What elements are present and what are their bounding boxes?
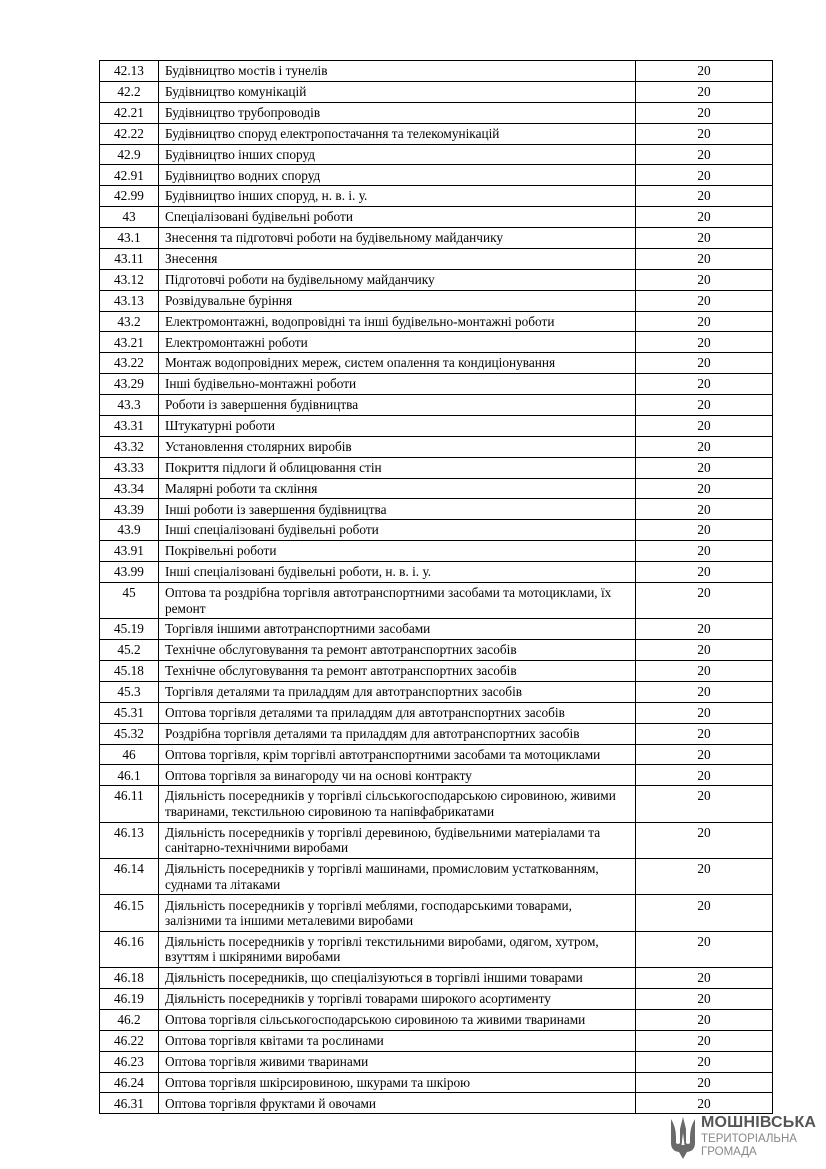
table-row <box>100 332 773 353</box>
activity-code: 46.2 <box>100 1009 159 1030</box>
activity-rate: 20 <box>636 931 773 967</box>
activity-code: 46.23 <box>100 1051 159 1072</box>
table-row <box>100 311 773 332</box>
table-row <box>100 269 773 290</box>
logo-line-1: МОШНІВСЬКА <box>701 1114 817 1131</box>
table-row <box>100 562 773 583</box>
activity-rate: 20 <box>636 165 773 186</box>
activity-name: Роздрібна торгівля деталями та приладдям для автотранспортних засобів <box>159 723 636 744</box>
activity-name: Оптова торгівля деталями та приладдям для автотранспортних засобів <box>159 702 636 723</box>
activity-rate: 20 <box>636 541 773 562</box>
table-row <box>100 1072 773 1093</box>
activity-code: 46.11 <box>100 786 159 822</box>
activity-rate: 20 <box>636 765 773 786</box>
activity-rate: 20 <box>636 822 773 858</box>
activity-code: 42.9 <box>100 144 159 165</box>
activity-name: Електромонтажні, водопровідні та інші будівельно-монтажні роботи <box>159 311 636 332</box>
activity-rate: 20 <box>636 81 773 102</box>
activity-code: 43.2 <box>100 311 159 332</box>
activity-rate: 20 <box>636 723 773 744</box>
table-row <box>100 353 773 374</box>
table-row <box>100 1009 773 1030</box>
activity-rate: 20 <box>636 436 773 457</box>
activity-name: Діяльність посередників, що спеціалізуються в торгівлі іншими товарами <box>159 968 636 989</box>
activity-name: Інші спеціалізовані будівельні роботи <box>159 520 636 541</box>
activity-rate: 20 <box>636 1009 773 1030</box>
table-row <box>100 859 773 895</box>
activity-rate: 20 <box>636 395 773 416</box>
logo-line-3: ГРОМАДА <box>701 1146 757 1158</box>
table-row <box>100 968 773 989</box>
table-row <box>100 1030 773 1051</box>
activity-rate: 20 <box>636 311 773 332</box>
activity-name: Інші будівельно-монтажні роботи <box>159 374 636 395</box>
table-row <box>100 165 773 186</box>
activity-code: 43.99 <box>100 562 159 583</box>
activity-name: Оптова торгівля квітами та рослинами <box>159 1030 636 1051</box>
activity-rate: 20 <box>636 619 773 640</box>
activity-name: Будівництво мостів і тунелів <box>159 61 636 82</box>
activity-code: 45 <box>100 582 159 618</box>
activity-rate: 20 <box>636 895 773 931</box>
table-row <box>100 415 773 436</box>
activity-name: Будівництво водних споруд <box>159 165 636 186</box>
activity-code: 42.99 <box>100 186 159 207</box>
activity-rate: 20 <box>636 207 773 228</box>
table-row <box>100 541 773 562</box>
table-row <box>100 290 773 311</box>
activity-name: Будівництво інших споруд, н. в. і. у. <box>159 186 636 207</box>
table-row <box>100 436 773 457</box>
activity-rate: 20 <box>636 520 773 541</box>
activity-name: Спеціалізовані будівельні роботи <box>159 207 636 228</box>
activity-rate: 20 <box>636 269 773 290</box>
table-row <box>100 765 773 786</box>
activity-name: Торгівля іншими автотранспортними засобами <box>159 619 636 640</box>
table-row <box>100 895 773 931</box>
activity-code: 43.39 <box>100 499 159 520</box>
activity-code: 46.18 <box>100 968 159 989</box>
activity-name: Технічне обслуговування та ремонт автотранспортних засобів <box>159 640 636 661</box>
activity-code: 43 <box>100 207 159 228</box>
activity-rate: 20 <box>636 661 773 682</box>
activity-rate: 20 <box>636 1051 773 1072</box>
activity-code: 43.31 <box>100 415 159 436</box>
table-row <box>100 744 773 765</box>
table-row <box>100 786 773 822</box>
activity-name: Монтаж водопровідних мереж, систем опалення та кондиціонування <box>159 353 636 374</box>
activity-name: Оптова торгівля живими тваринами <box>159 1051 636 1072</box>
activity-code: 42.91 <box>100 165 159 186</box>
activity-code: 46.19 <box>100 989 159 1010</box>
activity-rate: 20 <box>636 562 773 583</box>
table-row <box>100 81 773 102</box>
activity-rate: 20 <box>636 61 773 82</box>
activity-rate: 20 <box>636 144 773 165</box>
logo-line-2: ТЕРИТОРІАЛЬНА <box>701 1133 797 1145</box>
table-row <box>100 102 773 123</box>
activity-code: 43.11 <box>100 248 159 269</box>
activity-rate: 20 <box>636 744 773 765</box>
activity-name: Установлення столярних виробів <box>159 436 636 457</box>
activity-name: Діяльність посередників у торгівлі деревиною, будівельними матеріалами та санітарно-технічними виробами <box>159 822 636 858</box>
activity-rate: 20 <box>636 968 773 989</box>
activity-code: 43.91 <box>100 541 159 562</box>
activity-name: Діяльність посередників у торгівлі меблями, господарськими товарами, залізними та іншими металевими виробами <box>159 895 636 931</box>
activity-code: 45.18 <box>100 661 159 682</box>
activity-name: Будівництво комунікацій <box>159 81 636 102</box>
activity-code: 43.9 <box>100 520 159 541</box>
activity-code: 43.13 <box>100 290 159 311</box>
table-row <box>100 989 773 1010</box>
activity-rate: 20 <box>636 1072 773 1093</box>
activity-code: 45.3 <box>100 681 159 702</box>
activity-name: Штукатурні роботи <box>159 415 636 436</box>
table-row <box>100 1093 773 1114</box>
activity-code: 46.16 <box>100 931 159 967</box>
trident-icon <box>668 1115 698 1161</box>
activity-rate: 20 <box>636 186 773 207</box>
activity-code: 46.22 <box>100 1030 159 1051</box>
activity-rate: 20 <box>636 228 773 249</box>
activity-name: Будівництво трубопроводів <box>159 102 636 123</box>
table-row <box>100 499 773 520</box>
activity-code: 43.21 <box>100 332 159 353</box>
table-row <box>100 457 773 478</box>
activity-code: 45.19 <box>100 619 159 640</box>
activity-code: 43.32 <box>100 436 159 457</box>
activity-code: 42.13 <box>100 61 159 82</box>
table-row <box>100 640 773 661</box>
table-row <box>100 661 773 682</box>
activity-name: Електромонтажні роботи <box>159 332 636 353</box>
activity-code: 46.15 <box>100 895 159 931</box>
activity-name: Торгівля деталями та приладдям для автотранспортних засобів <box>159 681 636 702</box>
activity-name: Оптова торгівля шкірсировиною, шкурами та шкірою <box>159 1072 636 1093</box>
activity-name: Знесення <box>159 248 636 269</box>
activity-rate: 20 <box>636 702 773 723</box>
activity-rate: 20 <box>636 786 773 822</box>
activity-rate: 20 <box>636 989 773 1010</box>
kved-rates-table <box>99 60 773 1114</box>
activity-rate: 20 <box>636 640 773 661</box>
table-row <box>100 395 773 416</box>
activity-code: 43.34 <box>100 478 159 499</box>
activity-rate: 20 <box>636 290 773 311</box>
activity-name: Інші спеціалізовані будівельні роботи, н. в. і. у. <box>159 562 636 583</box>
table-row <box>100 619 773 640</box>
activity-rate: 20 <box>636 478 773 499</box>
activity-code: 46 <box>100 744 159 765</box>
activity-name: Будівництво споруд електропостачання та телекомунікацій <box>159 123 636 144</box>
activity-rate: 20 <box>636 353 773 374</box>
activity-name: Малярні роботи та скління <box>159 478 636 499</box>
activity-name: Роботи із завершення будівництва <box>159 395 636 416</box>
table-row <box>100 582 773 618</box>
activity-rate: 20 <box>636 1093 773 1114</box>
activity-code: 43.3 <box>100 395 159 416</box>
activity-name: Діяльність посередників у торгівлі текстильними виробами, одягом, хутром, взуттям і шкіряними виробами <box>159 931 636 967</box>
activity-code: 43.33 <box>100 457 159 478</box>
activity-name: Інші роботи із завершення будівництва <box>159 499 636 520</box>
activity-name: Оптова торгівля за винагороду чи на основі контракту <box>159 765 636 786</box>
activity-code: 45.32 <box>100 723 159 744</box>
activity-name: Технічне обслуговування та ремонт автотранспортних засобів <box>159 661 636 682</box>
activity-name: Розвідувальне буріння <box>159 290 636 311</box>
activity-code: 42.2 <box>100 81 159 102</box>
table-row <box>100 123 773 144</box>
activity-rate: 20 <box>636 374 773 395</box>
activity-name: Діяльність посередників у торгівлі машинами, промисловим устаткованням, суднами та літаками <box>159 859 636 895</box>
activity-rate: 20 <box>636 1030 773 1051</box>
table-body <box>100 61 773 1114</box>
activity-name: Оптова та роздрібна торгівля автотранспортними засобами та мотоциклами, їх ремонт <box>159 582 636 618</box>
activity-name: Знесення та підготовчі роботи на будівельному майданчику <box>159 228 636 249</box>
community-logo <box>668 1113 818 1163</box>
activity-name: Будівництво інших споруд <box>159 144 636 165</box>
activity-name: Покриття підлоги й облицювання стін <box>159 457 636 478</box>
table-row <box>100 207 773 228</box>
table-row <box>100 478 773 499</box>
table-row <box>100 702 773 723</box>
table-row <box>100 144 773 165</box>
activity-name: Оптова торгівля фруктами й овочами <box>159 1093 636 1114</box>
activity-code: 43.22 <box>100 353 159 374</box>
table-row <box>100 374 773 395</box>
table-row <box>100 822 773 858</box>
activity-code: 46.1 <box>100 765 159 786</box>
table-row <box>100 931 773 967</box>
activity-rate: 20 <box>636 457 773 478</box>
activity-code: 46.14 <box>100 859 159 895</box>
activity-code: 46.13 <box>100 822 159 858</box>
activity-name: Діяльність посередників у торгівлі сільськогосподарською сировиною, живими тваринами, текстильною сировиною та напівфабрикатами <box>159 786 636 822</box>
activity-code: 43.29 <box>100 374 159 395</box>
activity-code: 43.12 <box>100 269 159 290</box>
activity-code: 42.21 <box>100 102 159 123</box>
table-row <box>100 1051 773 1072</box>
activity-code: 43.1 <box>100 228 159 249</box>
activity-rate: 20 <box>636 248 773 269</box>
table-row <box>100 186 773 207</box>
activity-name: Покрівельні роботи <box>159 541 636 562</box>
activity-code: 42.22 <box>100 123 159 144</box>
activity-rate: 20 <box>636 499 773 520</box>
activity-name: Підготовчі роботи на будівельному майданчику <box>159 269 636 290</box>
activity-code: 46.24 <box>100 1072 159 1093</box>
activity-rate: 20 <box>636 102 773 123</box>
activity-rate: 20 <box>636 332 773 353</box>
activity-rate: 20 <box>636 582 773 618</box>
activity-rate: 20 <box>636 123 773 144</box>
activity-name: Оптова торгівля, крім торгівлі автотранспортними засобами та мотоциклами <box>159 744 636 765</box>
table-row <box>100 228 773 249</box>
activity-code: 46.31 <box>100 1093 159 1114</box>
activity-rate: 20 <box>636 415 773 436</box>
activity-code: 45.31 <box>100 702 159 723</box>
activity-name: Оптова торгівля сільськогосподарською сировиною та живими тваринами <box>159 1009 636 1030</box>
table-row <box>100 61 773 82</box>
table-row <box>100 520 773 541</box>
activity-code: 45.2 <box>100 640 159 661</box>
table-row <box>100 248 773 269</box>
table-row <box>100 723 773 744</box>
activity-name: Діяльність посередників у торгівлі товарами широкого асортименту <box>159 989 636 1010</box>
table-row <box>100 681 773 702</box>
activity-rate: 20 <box>636 681 773 702</box>
activity-rate: 20 <box>636 859 773 895</box>
